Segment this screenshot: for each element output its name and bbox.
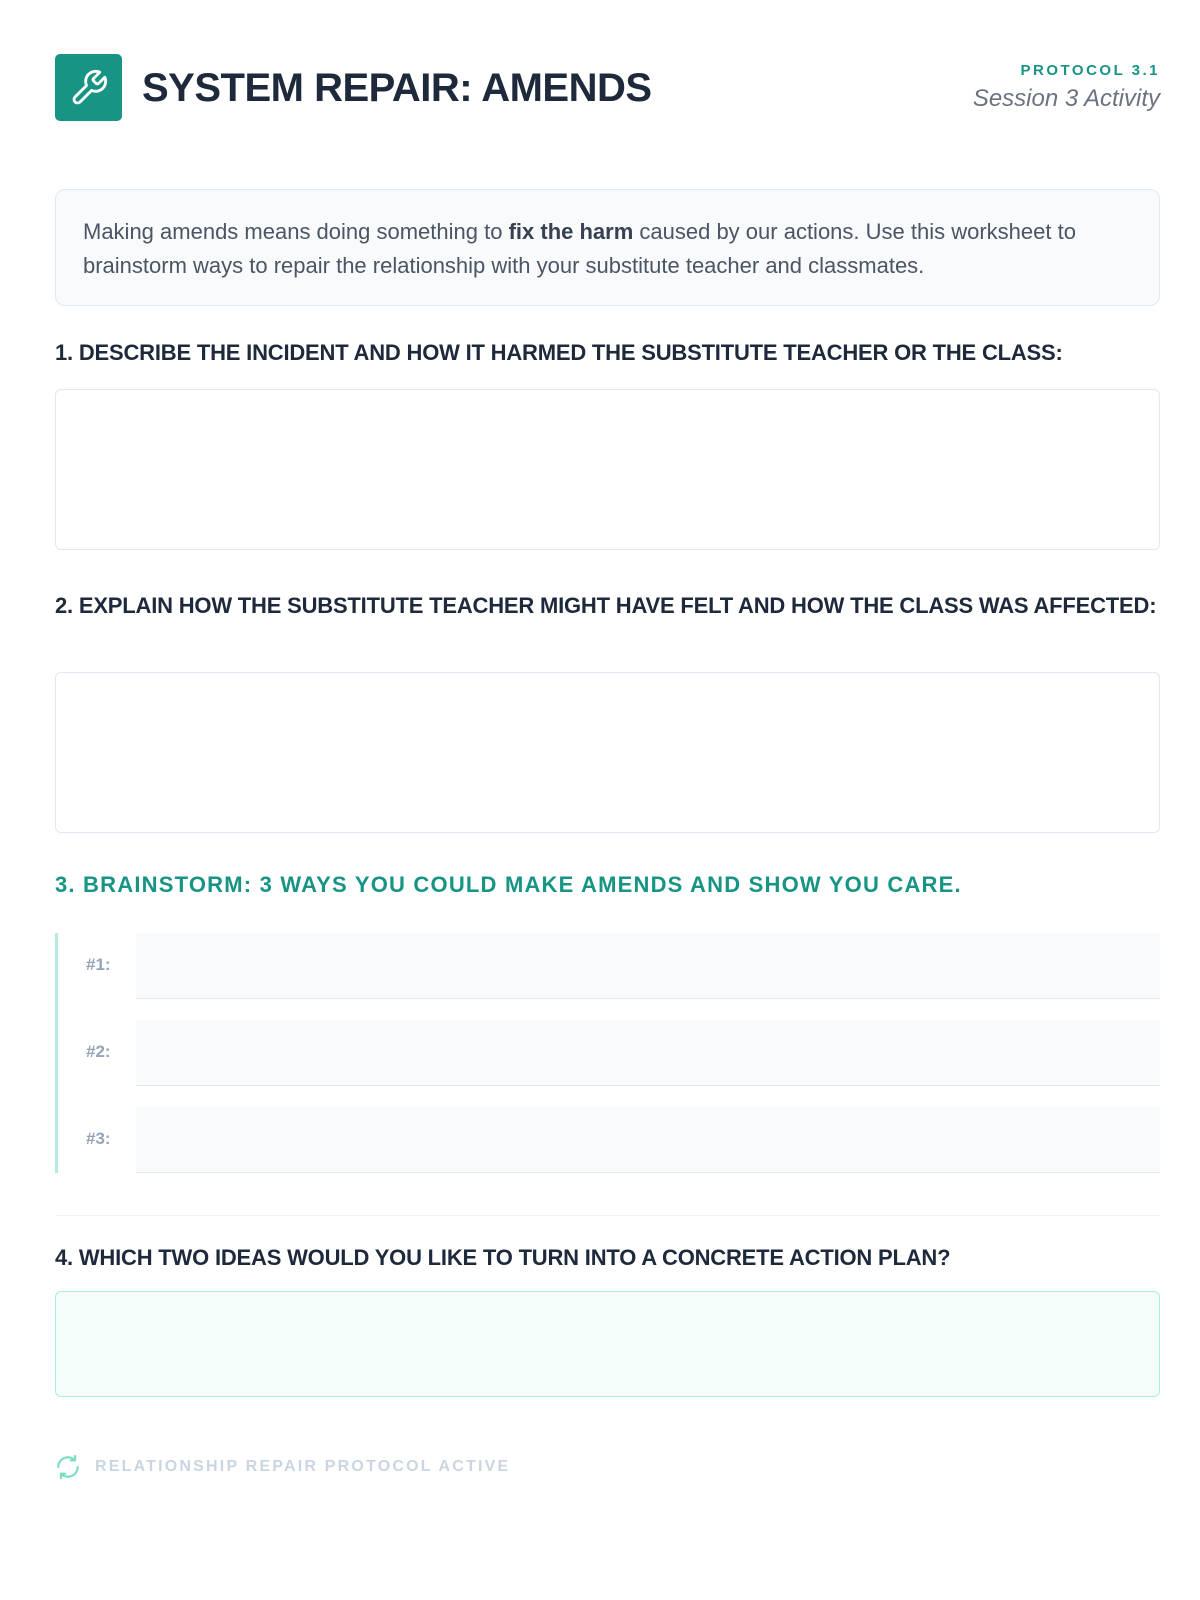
refresh-icon (55, 1454, 81, 1480)
session-label: Session 3 Activity (972, 85, 1160, 112)
question-2-answer-box[interactable] (55, 672, 1160, 833)
question-1-answer-box[interactable] (55, 389, 1160, 550)
brainstorm-input-1[interactable] (136, 933, 1160, 999)
intro-text-end: caused by our actions. Use this worksheet to brainstorm ways to repair the relationship with your substitute teacher and classmates. (83, 219, 1076, 278)
question-2-label: 2. EXPLAIN HOW THE SUBSTITUTE TEACHER MIGHT HAVE FELT AND HOW THE CLASS WAS AFFECTED: (55, 593, 1157, 618)
intro-emphasis: fix the harm (508, 219, 634, 244)
brainstorm-input-3[interactable] (136, 1107, 1160, 1173)
question-3-label: 3. BRAINSTORM: 3 WAYS YOU COULD MAKE AMENDS AND SHOW YOU CARE. (55, 872, 962, 897)
brainstorm-list (55, 933, 1163, 1173)
question-1-label: 1. DESCRIBE THE INCIDENT AND HOW IT HARMED THE SUBSTITUTE TEACHER OR THE CLASS: (55, 340, 1063, 365)
section-divider (55, 1215, 1160, 1216)
page-title: SYSTEM REPAIR: AMENDS (142, 66, 652, 110)
brainstorm-item (58, 1020, 1160, 1086)
footer-status (55, 1452, 510, 1482)
brainstorm-item (58, 1107, 1160, 1173)
protocol-label: PROTOCOL 3.1 (1020, 62, 1160, 79)
header (55, 53, 1160, 123)
question-4-label: 4. WHICH TWO IDEAS WOULD YOU LIKE TO TURN INTO A CONCRETE ACTION PLAN? (55, 1245, 951, 1270)
intro-text-start: Making amends means doing something to (83, 219, 509, 244)
question-4-answer-box[interactable] (55, 1291, 1160, 1397)
brainstorm-item (58, 933, 1160, 999)
brainstorm-input-2[interactable] (136, 1020, 1160, 1086)
footer-status-text: RELATIONSHIP REPAIR PROTOCOL ACTIVE (95, 1458, 511, 1475)
brainstorm-item-label: #2: (86, 1042, 111, 1061)
brainstorm-item-label: #3: (86, 1129, 111, 1148)
wrench-icon (55, 54, 122, 121)
brainstorm-item-label: #1: (86, 955, 111, 974)
intro-box (55, 189, 1160, 306)
